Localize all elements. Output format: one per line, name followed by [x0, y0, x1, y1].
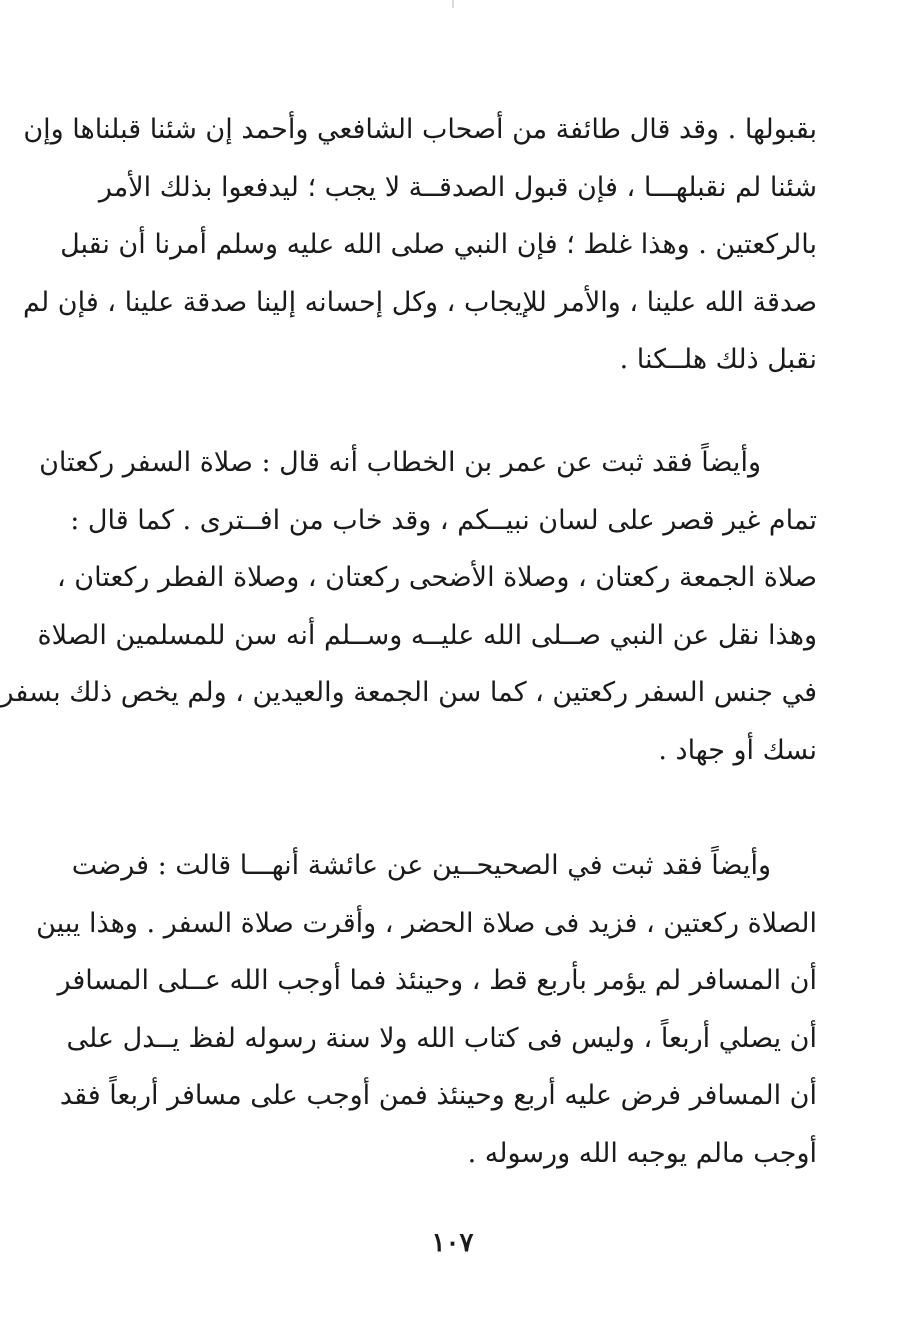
paragraph-line: نسك أو جهاد .: [658, 734, 817, 766]
paragraph-2: [0, 434, 817, 779]
paragraph-line: نقبل ذلك هلــكنا .: [619, 344, 817, 375]
paragraph-line: بقبولها . وقد قال طائفة من أصحاب الشافعي وأحمد إن شئنا قبلناها وإن: [23, 114, 817, 145]
paragraph-line: تمام غير قصر على لسان نبيــكم ، وقد خاب من افــترى . كما قال :: [70, 504, 817, 536]
paragraph-line: شئنا لم نقبلهـــا ، فإن قبول الصدقــة لا يجب ؛ ليدفعوا بذلك الأمر: [98, 171, 817, 203]
paragraph-3: [36, 837, 817, 1182]
page-number: ١٠٧: [431, 1228, 474, 1258]
page-top-mark: [452, 0, 454, 8]
paragraph-line: صدقة الله علينا ، والأمر للإيجاب ، وكل إحسانه إلينا صدقة علينا ، فإن لم: [22, 286, 817, 318]
paragraph-line: في جنس السفر ركعتين ، كما سن الجمعة والعيدين ، ولم يخص ذلك بسفر: [0, 677, 817, 708]
paragraph-1: [22, 101, 817, 389]
paragraph-line: وأيضاً فقد ثبت عن عمر بن الخطاب أنه قال : صلاة السفر ركعتان: [39, 447, 761, 478]
paragraph-line: أوجب مالم يوجبه الله ورسوله .: [467, 1137, 817, 1169]
paragraph-line: أن المسافر فرض عليه أربع وحينئذ فمن أوجب على مسافر أربعاً فقد: [59, 1080, 817, 1111]
paragraph-line: وهذا نقل عن النبي صــلى الله عليــه وســلم أنه سن للمسلمين الصلاة: [37, 619, 817, 651]
paragraph-line: بالركعتين . وهذا غلط ؛ فإن النبي صلى الله عليه وسلم أمرنا أن نقبل: [60, 229, 817, 260]
paragraph-line: صلاة الجمعة ركعتان ، وصلاة الأضحى ركعتان ، وصلاة الفطر ركعتان ،: [57, 562, 817, 593]
paragraph-line: الصلاة ركعتين ، فزيد فى صلاة الحضر ، وأقرت صلاة السفر . وهذا يبين: [36, 907, 817, 939]
paragraph-line: وأيضاً فقد ثبت في الصحيحــين عن عائشة أنهـــا قالت : فرضت: [71, 850, 771, 881]
paragraph-line: أن يصلي أربعاً ، وليس فى كتاب الله ولا سنة رسوله لفظ يــدل على: [66, 1022, 817, 1054]
paragraph-line: أن المسافر لم يؤمر بأربع قط ، وحينئذ فما أوجب الله عــلى المسافر: [57, 965, 817, 996]
